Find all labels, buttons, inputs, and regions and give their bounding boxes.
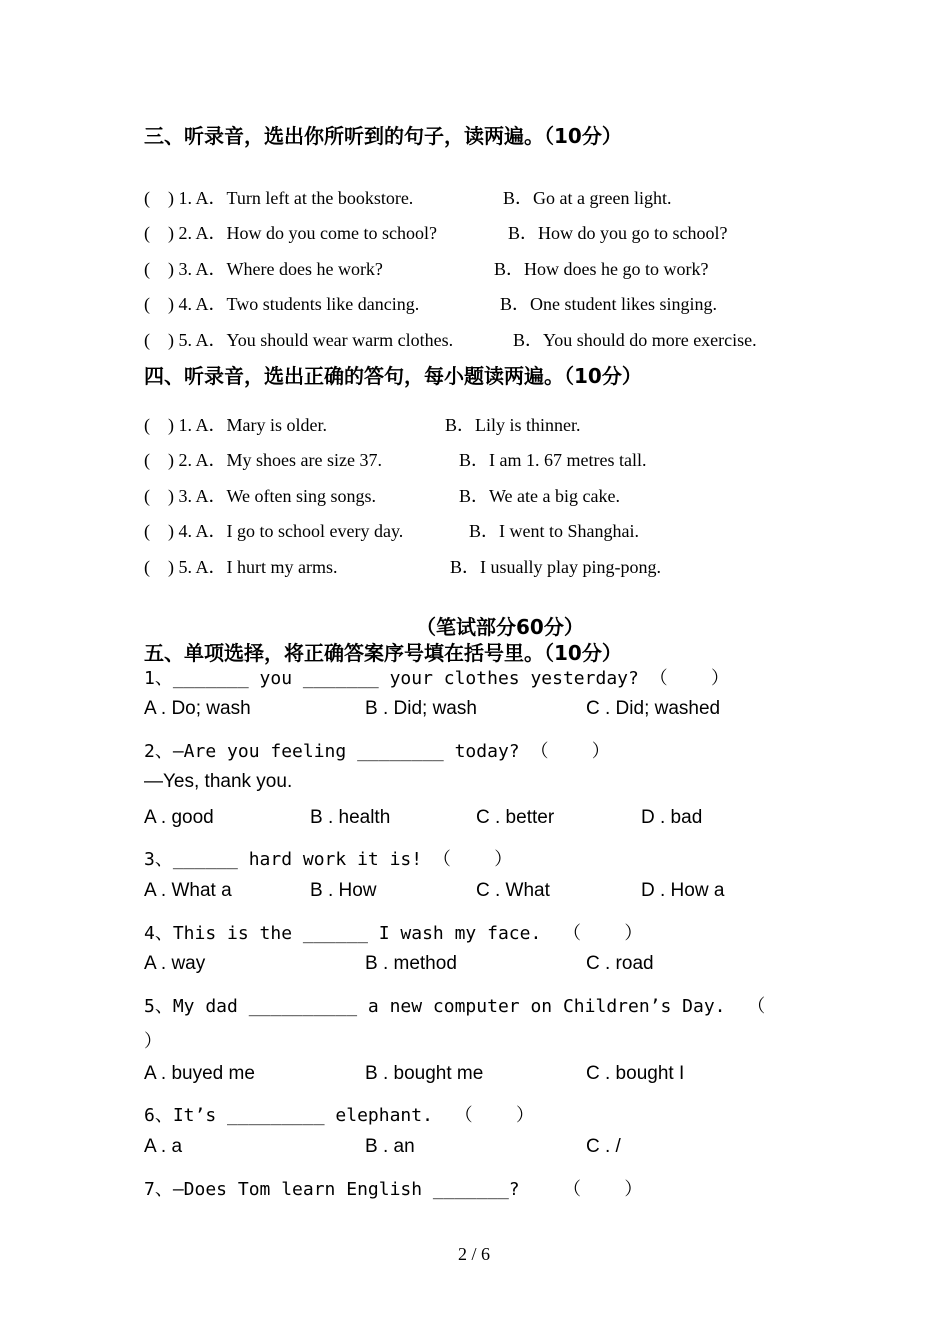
section5-title: 五、单项选择，将正确答案序号填在括号里。（10分） (144, 641, 622, 665)
section3-item2-b: B．How do you go to school? (508, 223, 728, 243)
q4-stem: 4、This is the ______ I wash my face. （ ） (144, 923, 643, 944)
section4-item4-a: ( ) 4. A．I go to school every day. (144, 521, 404, 541)
q5-option-b: B . bought me (365, 1063, 484, 1084)
q1-option-b: B . Did; wash (365, 698, 477, 719)
page-number: 2 / 6 (458, 1244, 491, 1264)
section4-item1-b: B．Lily is thinner. (445, 415, 581, 435)
q5-stem-continued: ） (144, 1031, 162, 1052)
q3-option-d: D . How a (641, 880, 725, 901)
q4-option-b: B . method (365, 953, 457, 974)
section3-item5-a: ( ) 5. A．You should wear warm clothes. (144, 330, 454, 350)
q5-option-a: A . buyed me (144, 1063, 255, 1084)
q7-stem: 7、—Does Tom learn English _______? （ ） (144, 1179, 643, 1200)
q6-option-b: B . an (365, 1136, 415, 1157)
q5-stem: 5、My dad __________ a new computer on Children’s Day. （ (144, 996, 766, 1017)
section4-item5-b: B．I usually play ping-pong. (450, 557, 661, 577)
section3-item4-b: B．One student likes singing. (500, 294, 717, 314)
q1-option-a: A . Do; wash (144, 698, 251, 719)
section3-item4-a: ( ) 4. A．Two students like dancing. (144, 294, 420, 314)
section4-item3-b: B．We ate a big cake. (459, 486, 620, 506)
section4-item1-a: ( ) 1. A．Mary is older. (144, 415, 327, 435)
section3-item3-b: B．How does he go to work? (494, 259, 709, 279)
section4-item2-a: ( ) 2. A．My shoes are size 37. (144, 450, 382, 470)
q6-stem: 6、It’s _________ elephant. （ ） (144, 1105, 534, 1126)
q5-option-c: C . bought I (586, 1063, 685, 1084)
q2-stem: 2、—Are you feeling ________ today? （ ） (144, 741, 610, 762)
q3-option-c: C . What (476, 880, 550, 901)
q2-option-b: B . health (310, 807, 391, 828)
section4-item4-b: B．I went to Shanghai. (469, 521, 639, 541)
section3-title: 三、听录音，选出你所听到的句子，读两遍。（10分） (144, 124, 622, 148)
section3-item2-a: ( ) 2. A．How do you come to school? (144, 223, 437, 243)
q4-option-a: A . way (144, 953, 206, 974)
q3-stem: 3、______ hard work it is! （ ） (144, 849, 513, 870)
section3-item1-b: B．Go at a green light. (503, 188, 672, 208)
section4-item3-a: ( ) 3. A．We often sing songs. (144, 486, 377, 506)
q2-option-d: D . bad (641, 807, 703, 828)
q4-option-c: C . road (586, 953, 654, 974)
q2-reply: —Yes, thank you. (144, 771, 293, 792)
written-part-heading: （笔试部分60分） (416, 615, 584, 639)
q3-option-b: B . How (310, 880, 377, 901)
q2-option-c: C . better (476, 807, 555, 828)
section4-item5-a: ( ) 5. A．I hurt my arms. (144, 557, 338, 577)
section3-item1-a: ( ) 1. A．Turn left at the bookstore. (144, 188, 414, 208)
q1-option-c: C . Did; washed (586, 698, 721, 719)
q6-option-c: C . / (586, 1136, 621, 1157)
section4-item2-b: B．I am 1. 67 metres tall. (459, 450, 647, 470)
section3-item5-b: B．You should do more exercise. (513, 330, 757, 350)
q3-option-a: A . What a (144, 880, 232, 901)
q1-stem: 1、_______ you _______ your clothes yesterday? （ ） (144, 668, 730, 689)
section4-title: 四、听录音，选出正确的答句，每小题读两遍。（10分） (144, 364, 642, 388)
section3-item3-a: ( ) 3. A．Where does he work? (144, 259, 383, 279)
q2-option-a: A . good (144, 807, 214, 828)
q6-option-a: A . a (144, 1136, 183, 1157)
